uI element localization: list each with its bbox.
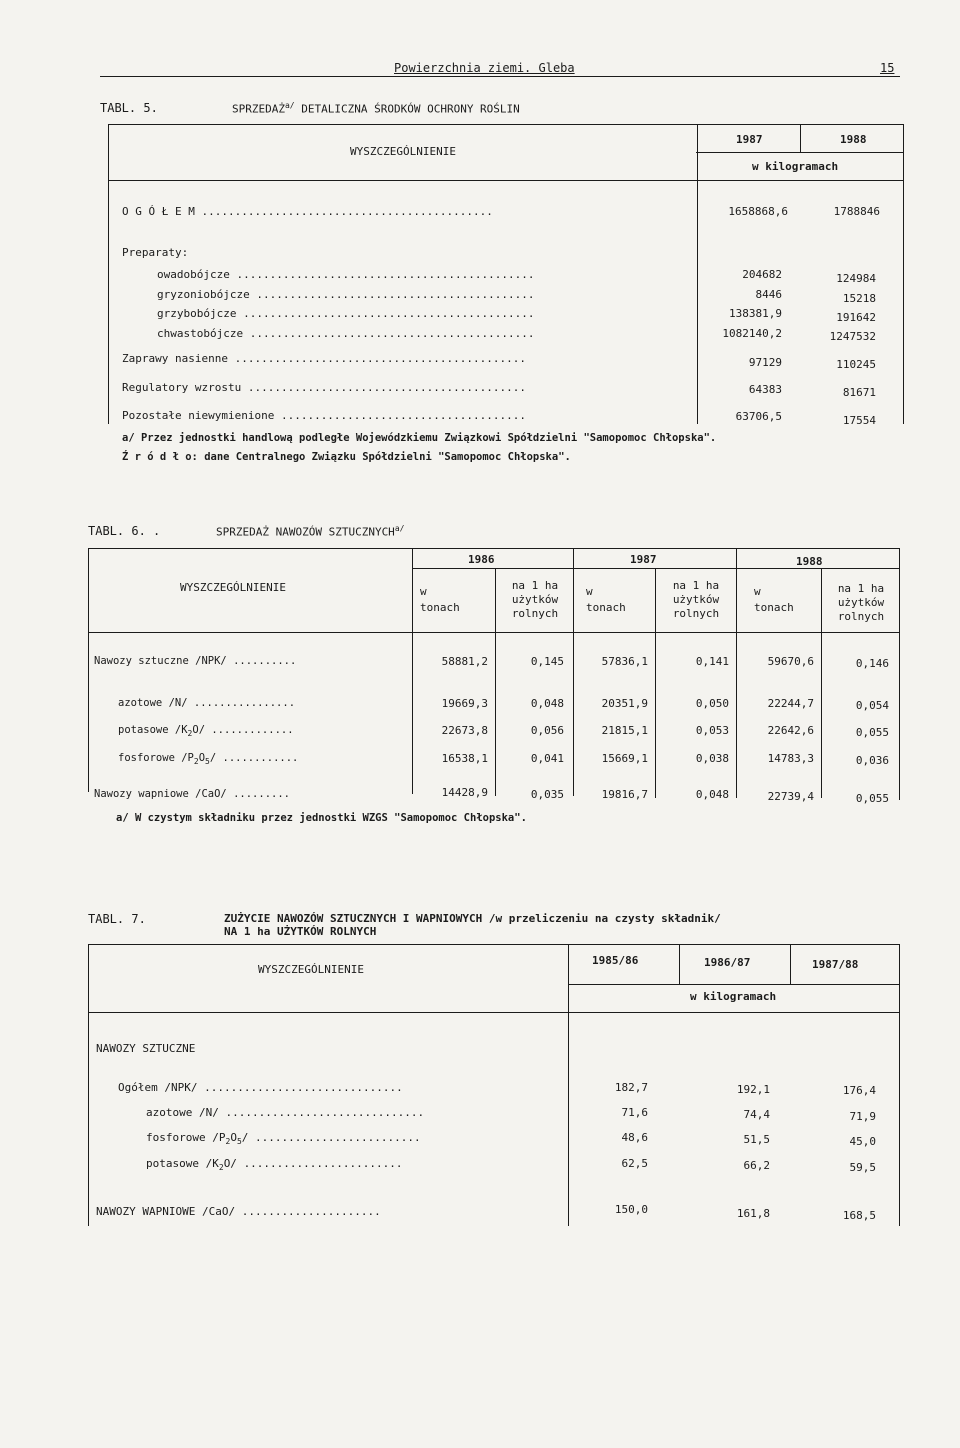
table6-footnote: a/ W czystym składniku przez jednostki WZGS "Samopomoc Chłopska". bbox=[116, 812, 527, 824]
table6-left-rule bbox=[88, 548, 89, 792]
table6-row-potasowe-1987-t: 21815,1 bbox=[601, 724, 648, 737]
table5-row-regulatory: Regulatory wzrostu .......................................... bbox=[122, 381, 526, 394]
table6-row-wapniowe-1988-ha: 0,055 bbox=[855, 792, 889, 805]
table7-row-wapniowe: NAWOZY WAPNIOWE /CaO/ ..................... bbox=[96, 1205, 381, 1218]
table5-row-chwastobojcze-1987: 1082140,2 bbox=[722, 327, 782, 340]
table6-row-wapniowe-1986-t: 14428,9 bbox=[441, 786, 488, 799]
table5-row-total: O G Ó Ł E M ............................................ bbox=[122, 205, 493, 218]
table7-row-potasowe-1: 62,5 bbox=[621, 1157, 648, 1170]
table6-row-wapniowe: Nawozy wapniowe /CaO/ ......... bbox=[94, 788, 290, 800]
table6-sub-w-3: w bbox=[754, 585, 761, 598]
table5-row-grzybobojcze-1987: 138381,9 bbox=[729, 307, 782, 320]
table6-header-bottom-rule bbox=[88, 632, 900, 633]
table7-year-rule bbox=[568, 984, 900, 985]
table5-unit: w kilogramach bbox=[752, 160, 839, 173]
table6-row-npk-1988-t: 59670,6 bbox=[767, 655, 814, 668]
table5-row-pozostale: Pozostałe niewymienione ..................................... bbox=[122, 409, 526, 422]
table5-row-owadobojcze-1987: 204682 bbox=[742, 268, 782, 281]
table5-left-rule bbox=[108, 124, 109, 424]
table7-title-line2: NA 1 ha UŻYTKÓW ROLNYCH bbox=[224, 925, 377, 938]
table6-row-wapniowe-1986-ha: 0,035 bbox=[530, 788, 564, 801]
table5-row-grzybobojcze: grzybobójcze ............................................ bbox=[157, 307, 535, 320]
table6-sub-rolnych-2: rolnych bbox=[672, 607, 720, 620]
table6-sub-tonach-1: tonach bbox=[420, 601, 460, 614]
table7-header-bottom-rule bbox=[88, 1012, 900, 1013]
table6-row-npk-1987-t: 57836,1 bbox=[601, 655, 648, 668]
table6-sub-rolnych-3: rolnych bbox=[837, 610, 885, 623]
table7-row-ogolem-1: 182,7 bbox=[614, 1081, 648, 1094]
table7-unit: w kilogramach bbox=[690, 990, 777, 1003]
table6-col-rule-3 bbox=[573, 548, 574, 796]
table6-row-fosforowe-1988-ha: 0,036 bbox=[855, 754, 889, 767]
table6-row-npk-1986-ha: 0,145 bbox=[530, 655, 564, 668]
table7-row-ogolem-3: 176,4 bbox=[842, 1084, 876, 1097]
table5-row-pozostale-1988: 17554 bbox=[842, 414, 876, 427]
table6-row-azotowe-1987-ha: 0,050 bbox=[695, 697, 729, 710]
table6-row-potasowe-1987-ha: 0,053 bbox=[695, 724, 729, 737]
table6-year-1986: 1986 bbox=[468, 553, 495, 566]
table5-row-chwastobojcze-1988: 1247532 bbox=[829, 330, 876, 343]
table6-row-potasowe-1986-ha: 0,056 bbox=[530, 724, 564, 737]
table5-col-header: WYSZCZEGÓLNIENIE bbox=[350, 145, 456, 158]
table6-row-fosforowe-1986-t: 16538,1 bbox=[441, 752, 488, 765]
table7-title-line1: ZUŻYCIE NAWOZÓW SZTUCZNYCH I WAPNIOWYCH /w przeliczeniu na czysty składnik/ bbox=[224, 912, 721, 925]
header-rule bbox=[100, 76, 900, 77]
table7-row-fosforowe: fosforowe $/P_2O_5/$ ......................... bbox=[146, 1131, 421, 1146]
table7-row-azotowe-2: 74,4 bbox=[743, 1108, 770, 1121]
table5-row-gryzoniobojcze: gryzoniobójcze .......................................... bbox=[157, 288, 535, 301]
table6-col-rule-1 bbox=[412, 548, 413, 794]
table6-row-fosforowe-1986-ha: 0,041 bbox=[530, 752, 564, 765]
table7-left-rule bbox=[88, 944, 89, 1226]
table7-col-rule-3 bbox=[790, 944, 791, 984]
table7-row-azotowe-1: 71,6 bbox=[621, 1106, 648, 1119]
table6-col-rule-5 bbox=[736, 548, 737, 798]
table5-source: Ź r ó d ł o: dane Centralnego Związku Spółdzielni "Samopomoc Chłopska". bbox=[122, 451, 571, 463]
table6-row-fosforowe: fosforowe $/P_2O_5/$ ............ bbox=[118, 752, 299, 766]
table7-row-potasowe-3: 59,5 bbox=[849, 1161, 876, 1174]
table7-row-potasowe: potasowe $/K_2O/$ ........................ bbox=[146, 1157, 403, 1172]
table7-row-wapniowe-2: 161,8 bbox=[736, 1207, 770, 1220]
table5-row-gryzoniobojcze-1988: 15218 bbox=[842, 292, 876, 305]
table6-row-azotowe-1987-t: 20351,9 bbox=[601, 697, 648, 710]
table6-row-npk-1987-ha: 0,141 bbox=[695, 655, 729, 668]
table7-row-fosforowe-1: 48,6 bbox=[621, 1131, 648, 1144]
table7-row-ogolem-2: 192,1 bbox=[736, 1083, 770, 1096]
table6-row-potasowe-1988-t: 22642,6 bbox=[767, 724, 814, 737]
table7-section: NAWOZY SZTUCZNE bbox=[96, 1042, 196, 1055]
table5-row-total-1987: 1658868,6 bbox=[728, 205, 788, 218]
table5-top-rule bbox=[108, 124, 904, 125]
table6-label: TABL. 6. . bbox=[88, 524, 161, 538]
table5-row-zaprawy-1987: 97129 bbox=[748, 356, 782, 369]
table7-year-3: 1987/88 bbox=[812, 958, 859, 971]
table5-label: TABL. 5. bbox=[100, 101, 158, 115]
table6-sub-w-1: w bbox=[420, 585, 427, 598]
table6-col-header: WYSZCZEGÓLNIENIE bbox=[180, 581, 286, 594]
table5-footnote: a/ Przez jednostki handlową podległe Wojewódzkiemu Związkowi Spółdzielni "Samopomoc Chłopska". bbox=[122, 432, 717, 444]
table6-row-npk-1986-t: 58881,2 bbox=[441, 655, 488, 668]
table6-year-1988: 1988 bbox=[796, 555, 823, 568]
table7-year-2: 1986/87 bbox=[704, 956, 751, 969]
table5-year-rule bbox=[696, 152, 904, 153]
table7-row-fosforowe-3: 45,0 bbox=[849, 1135, 876, 1148]
table6-title: SPRZEDAŻ NAWOZÓW $SZTUCZNYCH^{a/}$ bbox=[216, 524, 405, 539]
table6-sub-rolnych-1: rolnych bbox=[511, 607, 559, 620]
table7-row-azotowe-3: 71,9 bbox=[849, 1110, 876, 1123]
table5-year-1988: 1988 bbox=[840, 133, 867, 146]
table6-row-azotowe-1988-ha: 0,054 bbox=[855, 699, 889, 712]
table7-row-potasowe-2: 66,2 bbox=[743, 1159, 770, 1172]
table6-year-1987: 1987 bbox=[630, 553, 657, 566]
page-number: 15 bbox=[880, 61, 895, 75]
table6-row-azotowe-1988-t: 22244,7 bbox=[767, 697, 814, 710]
table5-row-owadobojcze-1988: 124984 bbox=[836, 272, 876, 285]
table5-row-grzybobojcze-1988: 191642 bbox=[836, 311, 876, 324]
table5-row-gryzoniobojcze-1987: 8446 bbox=[755, 288, 782, 301]
table5-row-total-1988: 1788846 bbox=[833, 205, 880, 218]
table6-sub-w-2: w bbox=[586, 585, 593, 598]
table5-row-preparaty: Preparaty: bbox=[122, 246, 189, 259]
table6-sub-uzytkow-2: użytków bbox=[672, 593, 720, 606]
table6-row-npk-1988-ha: 0,146 bbox=[855, 657, 889, 670]
table5-row-zaprawy: Zaprawy nasienne ............................................ bbox=[122, 352, 526, 365]
table6-row-azotowe-1986-t: 19669,3 bbox=[441, 697, 488, 710]
table7-label: TABL. 7. bbox=[88, 912, 146, 926]
table7-row-ogolem: Ogółem /NPK/ .............................. bbox=[118, 1081, 403, 1094]
table6-col-rule-2 bbox=[495, 568, 496, 796]
table5-col-rule-1 bbox=[697, 124, 698, 424]
running-title: Powierzchnia ziemi. Gleba bbox=[394, 61, 575, 75]
table6-row-fosforowe-1988-t: 14783,3 bbox=[767, 752, 814, 765]
table5-title: $SPRZEDAŻ^{a/}$ DETALICZNA ŚRODKÓW OCHRONY ROŚLIN bbox=[232, 101, 520, 116]
table6-row-potasowe: potasowe $/K_2O/$ ............. bbox=[118, 724, 294, 738]
table6-row-wapniowe-1988-t: 22739,4 bbox=[767, 790, 814, 803]
table6-sub-tonach-3: tonach bbox=[754, 601, 794, 614]
table6-right-rule bbox=[899, 548, 900, 800]
table7-row-wapniowe-3: 168,5 bbox=[842, 1209, 876, 1222]
table7-top-rule bbox=[88, 944, 900, 945]
table5-row-zaprawy-1988: 110245 bbox=[836, 358, 876, 371]
table5-header-bottom-rule bbox=[108, 180, 904, 181]
table6-col-rule-6 bbox=[821, 568, 822, 798]
table6-sub-uzytkow-1: użytków bbox=[511, 593, 559, 606]
table5-col-rule-2 bbox=[800, 124, 801, 152]
table7-col-header: WYSZCZEGÓLNIENIE bbox=[258, 963, 364, 976]
table5-row-owadobojcze: owadobójcze ............................................. bbox=[157, 268, 535, 281]
table5-year-1987: 1987 bbox=[736, 133, 763, 146]
table7-year-1: 1985/86 bbox=[592, 954, 639, 967]
table6-sub-uzytkow-3: użytków bbox=[837, 596, 885, 609]
table7-row-wapniowe-1: 150,0 bbox=[614, 1203, 648, 1216]
table6-sub-ha-3: na 1 ha bbox=[837, 582, 885, 595]
table5-row-pozostale-1987: 63706,5 bbox=[735, 410, 782, 423]
table5-row-regulatory-1987: 64383 bbox=[748, 383, 782, 396]
table6-col-rule-4 bbox=[655, 568, 656, 798]
table6-year-rule bbox=[412, 568, 900, 569]
table6-row-azotowe: azotowe /N/ ................ bbox=[118, 697, 296, 709]
table6-row-potasowe-1988-ha: 0,055 bbox=[855, 726, 889, 739]
table7-col-rule-2 bbox=[679, 944, 680, 984]
table7-row-azotowe: azotowe /N/ .............................. bbox=[146, 1106, 425, 1119]
table5-row-chwastobojcze: chwastobójcze ........................................... bbox=[157, 327, 535, 340]
table6-row-azotowe-1986-ha: 0,048 bbox=[530, 697, 564, 710]
table6-sub-tonach-2: tonach bbox=[586, 601, 626, 614]
table6-top-rule bbox=[88, 548, 900, 549]
table6-row-fosforowe-1987-ha: 0,038 bbox=[695, 752, 729, 765]
table5-right-rule bbox=[903, 124, 904, 424]
table7-right-rule bbox=[899, 944, 900, 1226]
table6-row-fosforowe-1987-t: 15669,1 bbox=[601, 752, 648, 765]
table6-row-npk: Nawozy sztuczne /NPK/ .......... bbox=[94, 655, 297, 667]
table6-row-wapniowe-1987-t: 19816,7 bbox=[601, 788, 648, 801]
table7-row-fosforowe-2: 51,5 bbox=[743, 1133, 770, 1146]
table6-sub-ha-1: na 1 ha bbox=[511, 579, 559, 592]
table5-row-regulatory-1988: 81671 bbox=[842, 386, 876, 399]
table7-col-rule-1 bbox=[568, 944, 569, 1226]
table6-sub-ha-2: na 1 ha bbox=[672, 579, 720, 592]
table6-row-wapniowe-1987-ha: 0,048 bbox=[695, 788, 729, 801]
table6-row-potasowe-1986-t: 22673,8 bbox=[441, 724, 488, 737]
